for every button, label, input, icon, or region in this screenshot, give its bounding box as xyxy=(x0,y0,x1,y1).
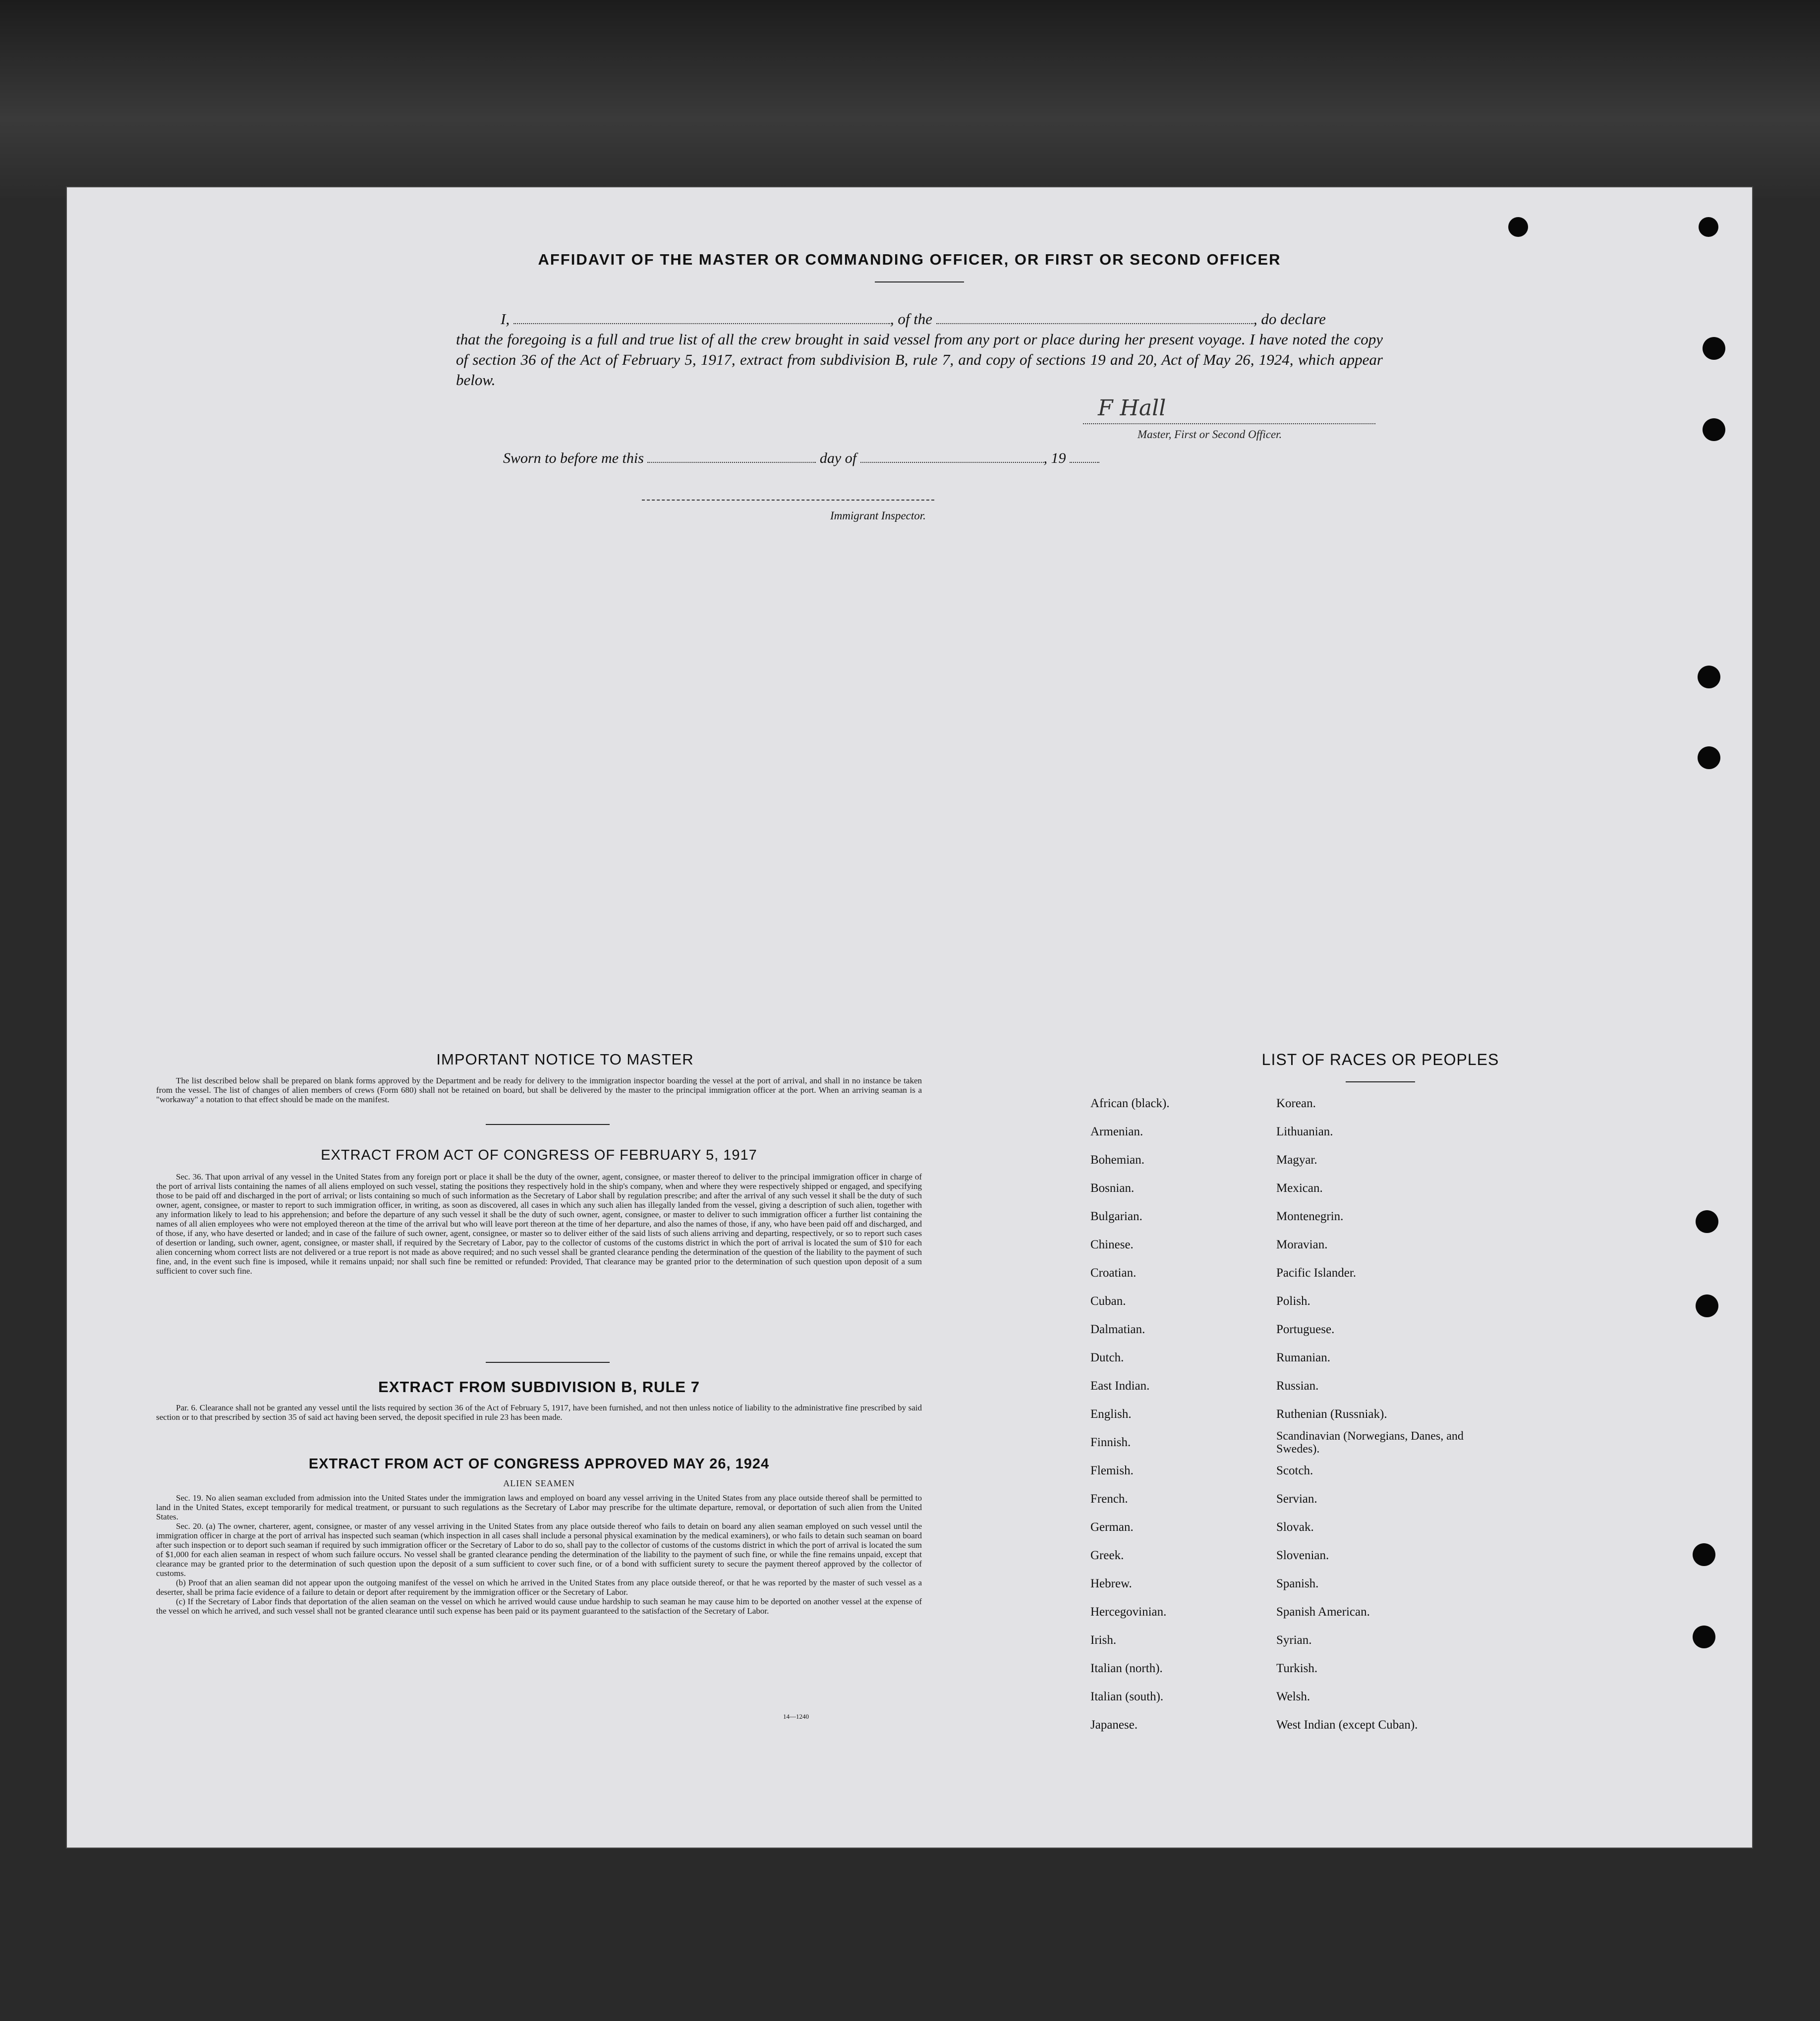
punch-hole xyxy=(1703,337,1725,360)
sec-20b-paragraph: (b) Proof that an alien seaman did not appear upon the outgoing manifest of the vessel on which he arrived in the United States from any place outside thereof, or that he was reported by the master of such vessel as a deserter, shall be prima facie evidence of a failure to detain or deport after requirement by the immigration officer or the Secretary of Labor. xyxy=(156,1578,922,1597)
race-item: Spanish American. xyxy=(1276,1605,1370,1619)
race-item: Dalmatian. xyxy=(1090,1323,1145,1336)
race-item: Bosnian. xyxy=(1090,1181,1135,1195)
notice-paragraph: The list described below shall be prepared on blank forms approved by the Department and be ready for delivery to the immigration inspector boarding the vessel at the port of arrival, and shall in no instance be taken from the vessel. The list of changes of alien members of crews (Form 680) shall not be retained on board, but shall be delivered by the master to the principal immigration officer at the port. When an arriving seaman is a "workaway" a notation to that effect should be made on the manifest. xyxy=(156,1076,922,1104)
race-item: Scotch. xyxy=(1276,1464,1313,1477)
sworn-year-blank xyxy=(1070,450,1099,463)
sworn-day-blank xyxy=(647,450,816,463)
race-item: Japanese. xyxy=(1090,1718,1138,1732)
affidavit-title: AFFIDAVIT OF THE MASTER OR COMMANDING OFFICER, OR FIRST OR SECOND OFFICER xyxy=(538,251,1281,268)
of-the-label: , of the xyxy=(890,310,933,328)
extract-1917-text xyxy=(156,1172,922,1276)
extract-1924-text xyxy=(156,1493,922,1616)
affidavit-body xyxy=(456,309,1383,390)
race-item: Dutch. xyxy=(1090,1351,1124,1364)
race-item: Rumanian. xyxy=(1276,1351,1331,1364)
signature: F Hall xyxy=(1098,395,1166,421)
sec-19-paragraph: Sec. 19. No alien seaman excluded from admission into the United States under the immigration laws and employed on board any vessel arriving in the United States from any place outside thereof shall be permitted to land in the United States, except temporarily for medical treatment, or pursuant to such regulations as the Secretary of Labor may prescribe for the ultimate departure, removal, or deportation of such alien from the United States. xyxy=(156,1493,922,1521)
race-item: German. xyxy=(1090,1520,1134,1534)
extract-rule7-title: EXTRACT FROM SUBDIVISION B, RULE 7 xyxy=(378,1378,700,1396)
races-title: LIST OF RACES OR PEOPLES xyxy=(1261,1051,1499,1068)
sworn-prefix: Sworn to before me this xyxy=(503,450,644,466)
race-item: Portuguese. xyxy=(1276,1323,1335,1336)
inspector-line xyxy=(642,500,934,501)
race-item: Magyar. xyxy=(1276,1153,1317,1167)
race-item: Spanish. xyxy=(1276,1577,1319,1590)
race-item: Italian (south). xyxy=(1090,1690,1164,1703)
race-item: Korean. xyxy=(1276,1097,1316,1110)
affidavit-first-line xyxy=(501,309,1383,329)
race-item: Pacific Islander. xyxy=(1276,1266,1357,1280)
race-item: Chinese. xyxy=(1090,1238,1134,1251)
section-rule xyxy=(486,1124,610,1125)
race-item: Moravian. xyxy=(1276,1238,1328,1251)
extract-1924-subtitle: ALIEN SEAMEN xyxy=(503,1478,575,1488)
race-item: French. xyxy=(1090,1492,1128,1506)
race-item: Ruthenian (Russniak). xyxy=(1276,1407,1387,1421)
extract-1924-title: EXTRACT FROM ACT OF CONGRESS APPROVED MAY 26, 1924 xyxy=(308,1456,770,1472)
race-item: Montenegrin. xyxy=(1276,1210,1344,1223)
vessel-blank xyxy=(936,311,1253,324)
race-item: Russian. xyxy=(1276,1379,1319,1393)
race-item: Bulgarian. xyxy=(1090,1210,1142,1223)
race-item: Servian. xyxy=(1276,1492,1317,1506)
race-item: Mexican. xyxy=(1276,1181,1323,1195)
signature-line xyxy=(1083,423,1375,424)
race-item: Polish. xyxy=(1276,1294,1310,1308)
punch-hole xyxy=(1703,418,1725,441)
race-item: Lithuanian. xyxy=(1276,1125,1333,1138)
sec-20c-paragraph: (c) If the Secretary of Labor finds that deportation of the alien seaman on the vessel on which he arrived would cause undue hardship to such seaman he may cause him to be deported on another vessel at the expense of the vessel on which he arrived, and such vessel shall not be granted clearance until such expense has been paid or its payment guaranteed to the satisfaction of the Secretary of Labor. xyxy=(156,1597,922,1616)
notice-text xyxy=(156,1076,922,1104)
affidavit-text: that the foregoing is a full and true list of all the crew brought in said vessel from any port or place during her present voyage. I have noted the copy of section 36 of the Act of February 5, 1917, extract from subdivision B, rule 7, and copy of sections 19 and 20, Act of May 26, 1924, which appear below. xyxy=(456,331,1383,389)
race-item: Finnish. xyxy=(1090,1436,1131,1449)
sworn-line xyxy=(503,450,1099,467)
extract-1917-paragraph: Sec. 36. That upon arrival of any vessel in the United States from any foreign port or place it shall be the duty of the owner, agent, consignee, or master thereof to deliver to the principal immigration officer in charge of the port of arrival lists containing the names of all aliens employed on such vessel, stating the positions they respectively hold in the ship's company, when and where they were respectively shipped or engaged, and specifying those to be paid off and discharged in the port of arrival; or lists containing so much of such information as the Secretary of Labor shall by regulation prescribe; and after the arrival of any such vessel it shall be the duty of such owner, agent, consignee, or master to report to such immigration officer, in writing, as soon as discovered, all cases in which any such alien has illegally landed from the vessel, giving a description of such alien, together with any information likely to lead to his apprehension; and before the departure of any such vessel it shall be the duty of such owner, agent, consignee, or master to deliver to such immigration officer a further list containing the names of all alien employees who were not employed thereon at the time of the arrival but who will leave port thereon at the time of her departure, and also the names of those, if any, who have been paid off and discharged, and of those, if any, who have deserted or landed; and in case of the failure of such owner, agent, consignee, or master so to deliver either of the said lists of such aliens arriving and departing, respectively, or so to report such cases of desertion or landing, such owner, agent, consignee, or master shall, if required by the Secretary of Labor, pay to the collector of customs of the customs district in which the port of arrival is located the sum of $10 for each alien concerning whom correct lists are not delivered or a true report is not made as above required; and no such vessel shall be granted clearance pending the determination of the question of the liability to the payment of such fine, and, in the event such fine is imposed, while it remains unpaid; nor shall such fine be remitted or refunded: Provided, That clearance may be granted prior to the determination of such question upon deposit of a sum sufficient to cover such fine. xyxy=(156,1172,922,1276)
punch-hole xyxy=(1698,666,1720,688)
race-item: Welsh. xyxy=(1276,1690,1310,1703)
name-blank xyxy=(513,311,890,324)
punch-hole xyxy=(1698,746,1720,769)
do-declare-label: , do declare xyxy=(1253,310,1326,328)
extract-1917-title: EXTRACT FROM ACT OF CONGRESS OF FEBRUARY 5, 1917 xyxy=(321,1147,757,1163)
form-number: 14—1240 xyxy=(783,1713,809,1720)
race-item: Syrian. xyxy=(1276,1633,1312,1647)
race-item: Irish. xyxy=(1090,1633,1117,1647)
races-rule xyxy=(1346,1081,1415,1082)
punch-hole xyxy=(1699,217,1718,237)
inspector-caption: Immigrant Inspector. xyxy=(830,509,926,522)
race-item: Turkish. xyxy=(1276,1662,1318,1675)
race-item: Italian (north). xyxy=(1090,1662,1163,1675)
race-item: Croatian. xyxy=(1090,1266,1137,1280)
extract-rule7-paragraph: Par. 6. Clearance shall not be granted any vessel until the lists required by section 36 of the Act of February 5, 1917, have been furnished, and not then unless notice of liability to the administrative fine prescribed by said section or to that prescribed by section 35 of said act having been served, the deposit specified in rule 23 has been made. xyxy=(156,1403,922,1422)
race-item: English. xyxy=(1090,1407,1132,1421)
sec-20a-paragraph: Sec. 20. (a) The owner, charterer, agent, consignee, or master of any vessel arriving in the United States from any place outside thereof who fails to detain on board any alien seaman employed on such vessel until the immigration officer in charge at the port of arrival has inspected such seaman (which inspection in all cases shall include a personal physical examination by the medical examiners), or who fails to detain such seaman on board after such inspection or to deport such seaman if required by such immigration officer or the Secretary of Labor to do so, shall pay to the collector of customs of the customs district in which the port of arrival is located the sum of $1,000 for each alien seaman in respect of whom such failure occurs. No vessel shall be granted clearance pending the determination of the liability to the payment of such fine, or while the fine remains unpaid, except that clearance may be granted prior to the determination of such question upon the deposit of a sum sufficient to cover such fine, or of a bond with sufficient surety to secure the payment thereof approved by the collector of customs. xyxy=(156,1521,922,1578)
race-item: Scandinavian (Norwegians, Danes, and Swedes). xyxy=(1276,1430,1464,1456)
race-item: Greek. xyxy=(1090,1549,1124,1562)
race-item: Hercegovinian. xyxy=(1090,1605,1167,1619)
extract-rule7-text xyxy=(156,1403,922,1422)
race-item: Slovenian. xyxy=(1276,1549,1329,1562)
race-item: African (black). xyxy=(1090,1097,1170,1110)
sworn-year-label: , 19 xyxy=(1043,450,1066,466)
i-label: I, xyxy=(501,310,510,328)
race-item: Bohemian. xyxy=(1090,1153,1145,1167)
punch-hole xyxy=(1693,1626,1715,1648)
punch-hole xyxy=(1508,217,1528,237)
punch-hole xyxy=(1693,1543,1715,1566)
notice-title: IMPORTANT NOTICE TO MASTER xyxy=(436,1051,694,1068)
race-item: Armenian. xyxy=(1090,1125,1143,1138)
race-item: Cuban. xyxy=(1090,1294,1126,1308)
document-page xyxy=(67,187,1752,1848)
scanner-background xyxy=(0,0,1820,198)
title-rule xyxy=(875,281,964,282)
race-item: East Indian. xyxy=(1090,1379,1150,1393)
sworn-day-label: day of xyxy=(819,450,857,466)
race-item: Hebrew. xyxy=(1090,1577,1132,1590)
punch-hole xyxy=(1696,1210,1718,1233)
race-item: West Indian (except Cuban). xyxy=(1276,1718,1418,1732)
punch-hole xyxy=(1696,1294,1718,1317)
race-item: Flemish. xyxy=(1090,1464,1134,1477)
sworn-month-blank xyxy=(860,450,1044,463)
section-rule xyxy=(486,1362,610,1363)
race-item: Slovak. xyxy=(1276,1520,1314,1534)
signature-caption: Master, First or Second Officer. xyxy=(1138,428,1282,441)
